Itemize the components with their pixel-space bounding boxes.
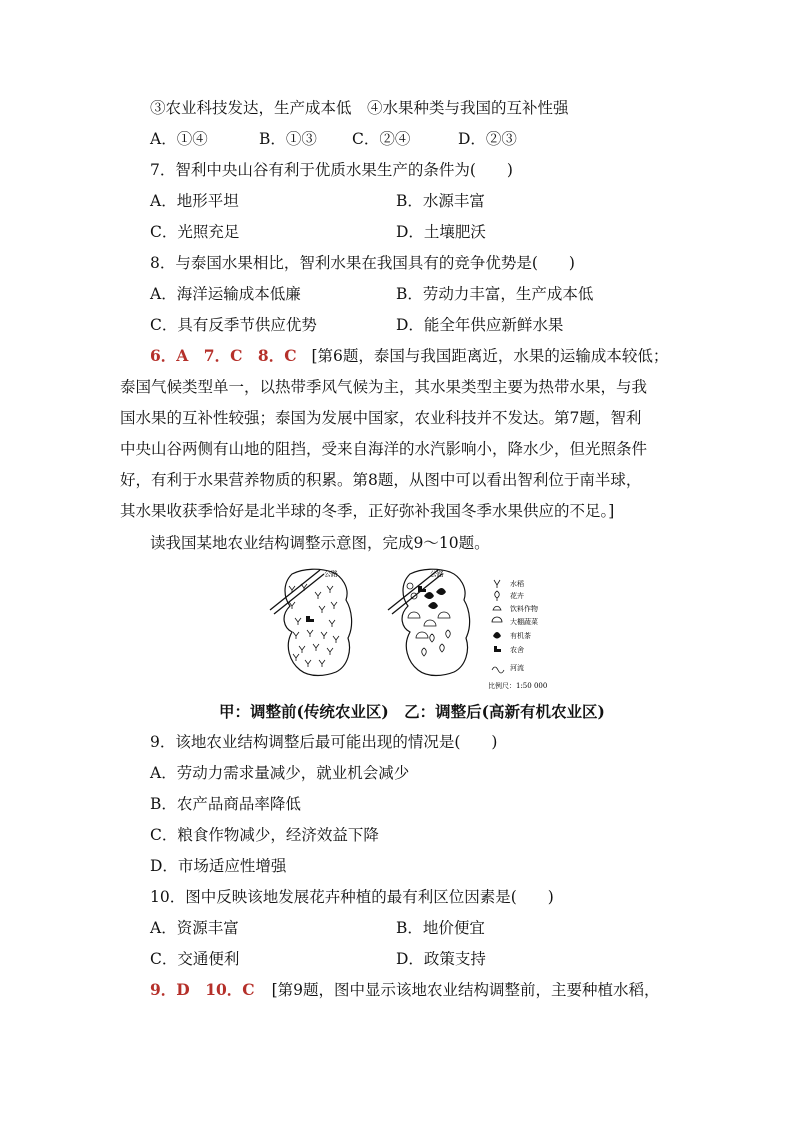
legend-greenhouse-vegetables: 大棚蔬菜 — [510, 618, 538, 626]
q7-option-a: A．地形平坦 — [150, 192, 239, 210]
q9-option-c: C．粮食作物减少，经济效益下降 — [150, 826, 379, 844]
q7-stem: 7．智利中央山谷有利于优质水果生产的条件为( ) — [150, 161, 513, 179]
figure-caption: 甲：调整前(传统农业区) 乙：调整后(高新有机农业区) — [219, 702, 605, 721]
q8-option-b: B．劳动力丰富，生产成本低 — [396, 285, 594, 303]
answer-9-10-line — [150, 980, 660, 1000]
road-label: 公路 — [324, 570, 338, 578]
q9-option-b: B．农产品商品率降低 — [150, 795, 301, 813]
q6-option-b: B．①③ — [259, 130, 317, 148]
map-after — [388, 569, 470, 676]
map-before — [270, 569, 352, 676]
answer-explanation: 其水果收获季恰好是北半球的冬季，正好弥补我国冬季水果供应的不足。] — [120, 502, 615, 520]
answer-key-6-8: 6．A 7．C 8．C — [150, 346, 297, 365]
map-legend — [488, 579, 547, 690]
legend-beverage-crops: 饮料作物 — [510, 605, 538, 613]
answer-explanation: 国水果的互补性较强；泰国为发展中国家，农业科技并不发达。第7题，智利 — [120, 409, 642, 427]
q7-option-d: D．土壤肥沃 — [396, 223, 486, 241]
legend-organic-tea: 有机茶 — [510, 632, 531, 640]
q8-option-d: D．能全年供应新鲜水果 — [396, 316, 564, 334]
rice-symbol-icon — [327, 586, 333, 593]
q6-option-c: C．②④ — [352, 130, 411, 148]
answer-key-9-10: 9．D 10．C — [150, 980, 255, 999]
answer-explanation: 中央山谷两侧有山地的阻挡，受来自海洋的水汽影响小，降水少，但光照条件 — [120, 440, 648, 458]
legend-farmhouse: 农舍 — [510, 646, 524, 654]
legend-river: 河流 — [510, 664, 524, 672]
q8-stem: 8．与泰国水果相比，智利水果在我国具有的竞争优势是( ) — [150, 254, 575, 272]
rice-symbol-icon — [329, 620, 335, 627]
rice-symbol-icon — [313, 644, 319, 651]
rice-symbol-icon — [319, 606, 325, 613]
q10-option-b: B．地价便宜 — [396, 919, 485, 937]
agriculture-structure-figure — [262, 566, 562, 694]
q8-option-a: A．海洋运输成本低廉 — [150, 285, 301, 303]
q8-option-c: C．具有反季节供应优势 — [150, 316, 317, 334]
rice-symbol-icon — [327, 648, 333, 655]
rice-symbol-icon — [321, 632, 327, 639]
q9-option-a: A．劳动力需求量减少，就业机会减少 — [150, 764, 410, 782]
rice-symbol-icon — [331, 602, 337, 609]
answer-explanation: 泰国气候类型单一，以热带季风气候为主，其水果类型主要为热带水果，与我 — [120, 378, 648, 396]
rice-symbol-icon — [293, 654, 299, 661]
rice-symbol-icon — [289, 586, 295, 593]
q7-option-c: C．光照充足 — [150, 223, 240, 241]
rice-symbol-icon — [315, 592, 321, 599]
answer-6-8-line-1 — [150, 346, 668, 366]
q10-stem: 10．图中反映该地发展花卉种植的最有利区位因素是( ) — [150, 888, 554, 906]
road-label: 公路 — [430, 570, 444, 578]
rice-symbol-icon — [299, 646, 305, 653]
q9-option-d: D．市场适应性增强 — [150, 857, 287, 875]
q6-statement-tail: ③农业科技发达，生产成本低 ④水果种类与我国的互补性强 — [150, 99, 569, 117]
q7-option-b: B．水源丰富 — [396, 192, 485, 210]
rice-symbol-icon — [333, 636, 339, 643]
rice-symbol-icon — [319, 660, 325, 667]
answer-explanation: 好，有利于水果营养物质的积累。第8题，从图中可以看出智利位于南半球， — [120, 471, 642, 489]
legend-flowers: 花卉 — [510, 592, 524, 600]
rice-symbol-icon — [305, 660, 311, 667]
rice-symbol-icon — [307, 630, 313, 637]
map-scale: 比例尺：1:50 000 — [488, 682, 548, 690]
answer-explanation: [第9题，图中显示该地农业结构调整前，主要种植水稻， — [271, 981, 660, 999]
q9-stem: 9．该地农业结构调整后最可能出现的情况是( ) — [150, 733, 498, 751]
intro-9-10: 读我国某地农业结构调整示意图，完成9～10题。 — [150, 534, 490, 552]
q10-option-d: D．政策支持 — [396, 950, 486, 968]
rice-symbol-icon — [295, 618, 301, 625]
legend-rice: 水稻 — [510, 580, 524, 588]
answer-explanation: [第6题，泰国与我国距离近，水果的运输成本较低； — [311, 347, 669, 365]
rice-symbol-icon — [293, 632, 299, 639]
q10-option-a: A．资源丰富 — [150, 919, 239, 937]
q10-option-c: C．交通便利 — [150, 950, 240, 968]
q6-option-a: A．①④ — [150, 130, 208, 148]
q6-option-d: D．②③ — [458, 130, 517, 148]
